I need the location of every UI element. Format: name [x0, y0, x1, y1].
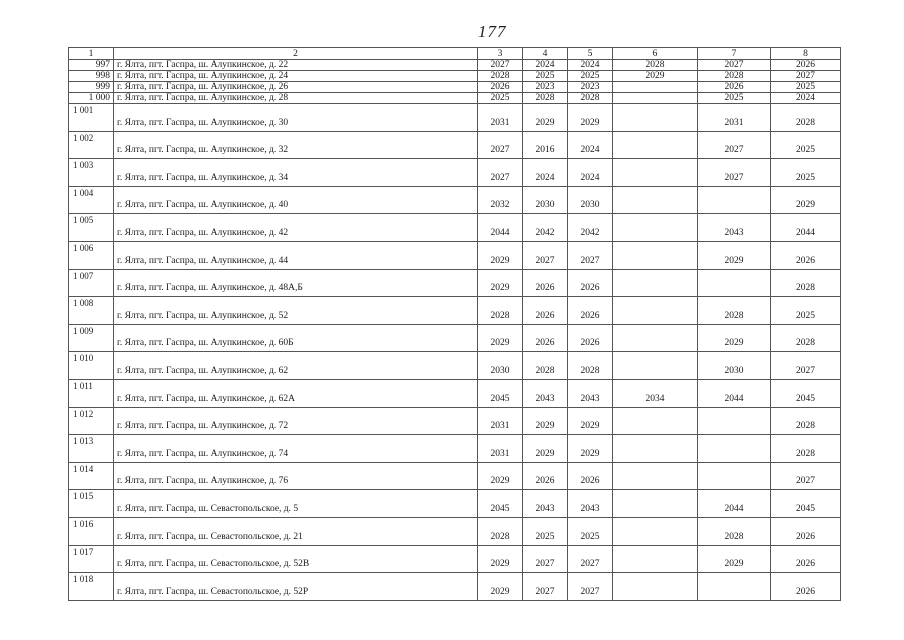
year-cell: 2024: [523, 159, 568, 187]
row-number: 1 016: [69, 517, 114, 545]
year-cell: 2027: [568, 545, 613, 573]
address-cell: г. Ялта, пгт. Гаспра, ш. Алупкинское, д. 26: [114, 82, 478, 93]
year-cell: [698, 462, 771, 490]
year-cell: 2044: [698, 379, 771, 407]
year-cell: 2028: [771, 269, 841, 297]
year-cell: 2029: [478, 462, 523, 490]
address-cell: г. Ялта, пгт. Гаспра, ш. Алупкинское, д. 24: [114, 71, 478, 82]
table-row: [69, 352, 841, 380]
year-cell: 2028: [523, 352, 568, 380]
year-cell: 2026: [771, 573, 841, 601]
year-cell: 2027: [568, 573, 613, 601]
year-cell: 2030: [568, 186, 613, 214]
row-number: 1 017: [69, 545, 114, 573]
year-cell: 2025: [478, 93, 523, 104]
year-cell: [613, 462, 698, 490]
year-cell: 2043: [523, 490, 568, 518]
address-cell: г. Ялта, пгт. Гаспра, ш. Алупкинское, д. 76: [114, 462, 478, 490]
table-row: [69, 104, 841, 132]
year-cell: 2029: [478, 573, 523, 601]
year-cell: 2026: [771, 60, 841, 71]
address-cell: г. Ялта, пгт. Гаспра, ш. Алупкинское, д. 42: [114, 214, 478, 242]
year-cell: 2030: [478, 352, 523, 380]
year-cell: 2045: [478, 490, 523, 518]
row-number: 1 013: [69, 435, 114, 463]
row-number: 1 011: [69, 379, 114, 407]
year-cell: 2044: [698, 490, 771, 518]
year-cell: [698, 269, 771, 297]
address-cell: г. Ялта, пгт. Гаспра, ш. Алупкинское, д. 32: [114, 131, 478, 159]
year-cell: 2029: [523, 407, 568, 435]
row-number: 1 005: [69, 214, 114, 242]
address-cell: г. Ялта, пгт. Гаспра, ш. Алупкинское, д. 34: [114, 159, 478, 187]
table-body: [69, 60, 841, 601]
year-cell: 2028: [478, 517, 523, 545]
address-cell: г. Ялта, пгт. Гаспра, ш. Алупкинское, д. 28: [114, 93, 478, 104]
year-cell: 2044: [478, 214, 523, 242]
year-cell: 2028: [478, 297, 523, 325]
year-cell: 2026: [478, 82, 523, 93]
year-cell: 2030: [523, 186, 568, 214]
table-row: [69, 462, 841, 490]
year-cell: [613, 82, 698, 93]
year-cell: 2043: [568, 379, 613, 407]
year-cell: 2025: [771, 82, 841, 93]
year-cell: 2024: [568, 159, 613, 187]
row-number: 1 003: [69, 159, 114, 187]
year-cell: [698, 573, 771, 601]
page-number: 177: [478, 22, 507, 41]
table-row: [69, 241, 841, 269]
year-cell: 2026: [568, 324, 613, 352]
year-cell: [613, 573, 698, 601]
year-cell: 2031: [478, 104, 523, 132]
year-cell: 2030: [698, 352, 771, 380]
row-number: 1 009: [69, 324, 114, 352]
year-cell: 2027: [771, 352, 841, 380]
year-cell: 2029: [523, 435, 568, 463]
row-number: 998: [69, 71, 114, 82]
year-cell: 2026: [698, 82, 771, 93]
table-row: [69, 159, 841, 187]
year-cell: 2029: [478, 324, 523, 352]
year-cell: 2026: [568, 269, 613, 297]
table-row: [69, 435, 841, 463]
year-cell: 2027: [698, 60, 771, 71]
column-header: 1: [69, 48, 114, 60]
year-cell: 2025: [523, 517, 568, 545]
column-header: 2: [114, 48, 478, 60]
row-number: 1 014: [69, 462, 114, 490]
year-cell: 2029: [613, 71, 698, 82]
row-number: 1 000: [69, 93, 114, 104]
year-cell: 2028: [771, 324, 841, 352]
year-cell: 2027: [523, 545, 568, 573]
year-cell: 2026: [523, 297, 568, 325]
year-cell: 2023: [568, 82, 613, 93]
year-cell: 2025: [771, 131, 841, 159]
year-cell: 2031: [478, 407, 523, 435]
row-number: 1 010: [69, 352, 114, 380]
year-cell: 2029: [478, 241, 523, 269]
year-cell: [613, 214, 698, 242]
year-cell: 2027: [478, 131, 523, 159]
column-header: 8: [771, 48, 841, 60]
address-cell: г. Ялта, пгт. Гаспра, ш. Севастопольское, д. 21: [114, 517, 478, 545]
housing-registry-table: [68, 47, 841, 601]
year-cell: 2027: [523, 573, 568, 601]
year-cell: [613, 545, 698, 573]
year-cell: 2027: [698, 131, 771, 159]
year-cell: 2028: [568, 93, 613, 104]
year-cell: 2045: [771, 490, 841, 518]
year-cell: 2034: [613, 379, 698, 407]
year-cell: 2028: [478, 71, 523, 82]
table-row: [69, 214, 841, 242]
year-cell: 2027: [478, 159, 523, 187]
year-cell: 2043: [523, 379, 568, 407]
year-cell: 2029: [523, 104, 568, 132]
year-cell: 2025: [523, 71, 568, 82]
year-cell: 2027: [771, 462, 841, 490]
year-cell: 2026: [771, 241, 841, 269]
table-row: [69, 297, 841, 325]
table-row: [69, 379, 841, 407]
year-cell: 2029: [568, 407, 613, 435]
column-header: 6: [613, 48, 698, 60]
row-number: 999: [69, 82, 114, 93]
year-cell: 2026: [568, 462, 613, 490]
year-cell: 2042: [568, 214, 613, 242]
table-row: [69, 517, 841, 545]
table-row: [69, 269, 841, 297]
year-cell: [698, 435, 771, 463]
table-row: [69, 71, 841, 82]
year-cell: 2027: [478, 60, 523, 71]
table-row: [69, 573, 841, 601]
year-cell: 2028: [771, 435, 841, 463]
column-header: 4: [523, 48, 568, 60]
year-cell: 2025: [698, 93, 771, 104]
year-cell: [613, 186, 698, 214]
year-cell: 2031: [698, 104, 771, 132]
year-cell: 2024: [568, 60, 613, 71]
year-cell: [613, 407, 698, 435]
year-cell: 2045: [771, 379, 841, 407]
year-cell: 2025: [771, 297, 841, 325]
year-cell: 2024: [568, 131, 613, 159]
row-number: 997: [69, 60, 114, 71]
table-row: [69, 82, 841, 93]
year-cell: 2026: [771, 545, 841, 573]
year-cell: [698, 407, 771, 435]
year-cell: 2029: [698, 324, 771, 352]
address-cell: г. Ялта, пгт. Гаспра, ш. Алупкинское, д. 60Б: [114, 324, 478, 352]
address-cell: г. Ялта, пгт. Гаспра, ш. Севастопольское, д. 5: [114, 490, 478, 518]
year-cell: 2028: [523, 93, 568, 104]
table-row: [69, 93, 841, 104]
year-cell: 2026: [568, 297, 613, 325]
address-cell: г. Ялта, пгт. Гаспра, ш. Севастопольское, д. 52В: [114, 545, 478, 573]
year-cell: 2025: [771, 159, 841, 187]
year-cell: 2023: [523, 82, 568, 93]
address-cell: г. Ялта, пгт. Гаспра, ш. Алупкинское, д. 52: [114, 297, 478, 325]
year-cell: [613, 93, 698, 104]
row-number: 1 008: [69, 297, 114, 325]
row-number: 1 001: [69, 104, 114, 132]
year-cell: 2016: [523, 131, 568, 159]
address-cell: г. Ялта, пгт. Гаспра, ш. Алупкинское, д. 44: [114, 241, 478, 269]
year-cell: 2027: [771, 71, 841, 82]
column-header: 7: [698, 48, 771, 60]
year-cell: 2029: [698, 545, 771, 573]
year-cell: 2029: [771, 186, 841, 214]
year-cell: 2027: [568, 241, 613, 269]
year-cell: 2024: [771, 93, 841, 104]
address-cell: г. Ялта, пгт. Гаспра, ш. Алупкинское, д. 62: [114, 352, 478, 380]
year-cell: 2024: [523, 60, 568, 71]
table-row: [69, 324, 841, 352]
table-row: [69, 490, 841, 518]
year-cell: 2028: [568, 352, 613, 380]
table-row: [69, 60, 841, 71]
year-cell: [613, 159, 698, 187]
table-row: [69, 407, 841, 435]
row-number: 1 018: [69, 573, 114, 601]
year-cell: [613, 241, 698, 269]
year-cell: 2025: [568, 517, 613, 545]
year-cell: 2044: [771, 214, 841, 242]
year-cell: 2028: [771, 104, 841, 132]
year-cell: 2029: [568, 104, 613, 132]
year-cell: 2027: [698, 159, 771, 187]
year-cell: 2025: [568, 71, 613, 82]
row-number: 1 004: [69, 186, 114, 214]
year-cell: 2026: [523, 269, 568, 297]
address-cell: г. Ялта, пгт. Гаспра, ш. Алупкинское, д. 30: [114, 104, 478, 132]
year-cell: 2043: [698, 214, 771, 242]
year-cell: 2029: [698, 241, 771, 269]
year-cell: 2031: [478, 435, 523, 463]
year-cell: 2029: [478, 545, 523, 573]
year-cell: [613, 104, 698, 132]
year-cell: 2043: [568, 490, 613, 518]
year-cell: [613, 131, 698, 159]
row-number: 1 007: [69, 269, 114, 297]
year-cell: [613, 490, 698, 518]
column-header: 3: [478, 48, 523, 60]
year-cell: [698, 186, 771, 214]
year-cell: [613, 435, 698, 463]
year-cell: [613, 269, 698, 297]
row-number: 1 015: [69, 490, 114, 518]
table-row: [69, 131, 841, 159]
year-cell: [613, 352, 698, 380]
year-cell: 2029: [568, 435, 613, 463]
column-header: 5: [568, 48, 613, 60]
table-header-row: [69, 48, 841, 60]
year-cell: [613, 517, 698, 545]
row-number: 1 002: [69, 131, 114, 159]
year-cell: 2045: [478, 379, 523, 407]
year-cell: 2032: [478, 186, 523, 214]
table-row: [69, 545, 841, 573]
year-cell: 2028: [698, 297, 771, 325]
row-number: 1 006: [69, 241, 114, 269]
address-cell: г. Ялта, пгт. Гаспра, ш. Севастопольское, д. 52Р: [114, 573, 478, 601]
row-number: 1 012: [69, 407, 114, 435]
year-cell: 2026: [771, 517, 841, 545]
year-cell: 2029: [478, 269, 523, 297]
year-cell: 2028: [698, 517, 771, 545]
year-cell: 2028: [613, 60, 698, 71]
year-cell: 2042: [523, 214, 568, 242]
address-cell: г. Ялта, пгт. Гаспра, ш. Алупкинское, д. 40: [114, 186, 478, 214]
year-cell: 2028: [698, 71, 771, 82]
year-cell: [613, 324, 698, 352]
address-cell: г. Ялта, пгт. Гаспра, ш. Алупкинское, д. 62А: [114, 379, 478, 407]
year-cell: 2026: [523, 462, 568, 490]
address-cell: г. Ялта, пгт. Гаспра, ш. Алупкинское, д. 74: [114, 435, 478, 463]
year-cell: 2028: [771, 407, 841, 435]
year-cell: [613, 297, 698, 325]
address-cell: г. Ялта, пгт. Гаспра, ш. Алупкинское, д. 22: [114, 60, 478, 71]
address-cell: г. Ялта, пгт. Гаспра, ш. Алупкинское, д. 72: [114, 407, 478, 435]
address-cell: г. Ялта, пгт. Гаспра, ш. Алупкинское, д. 48А,Б: [114, 269, 478, 297]
year-cell: 2027: [523, 241, 568, 269]
table-row: [69, 186, 841, 214]
year-cell: 2026: [523, 324, 568, 352]
